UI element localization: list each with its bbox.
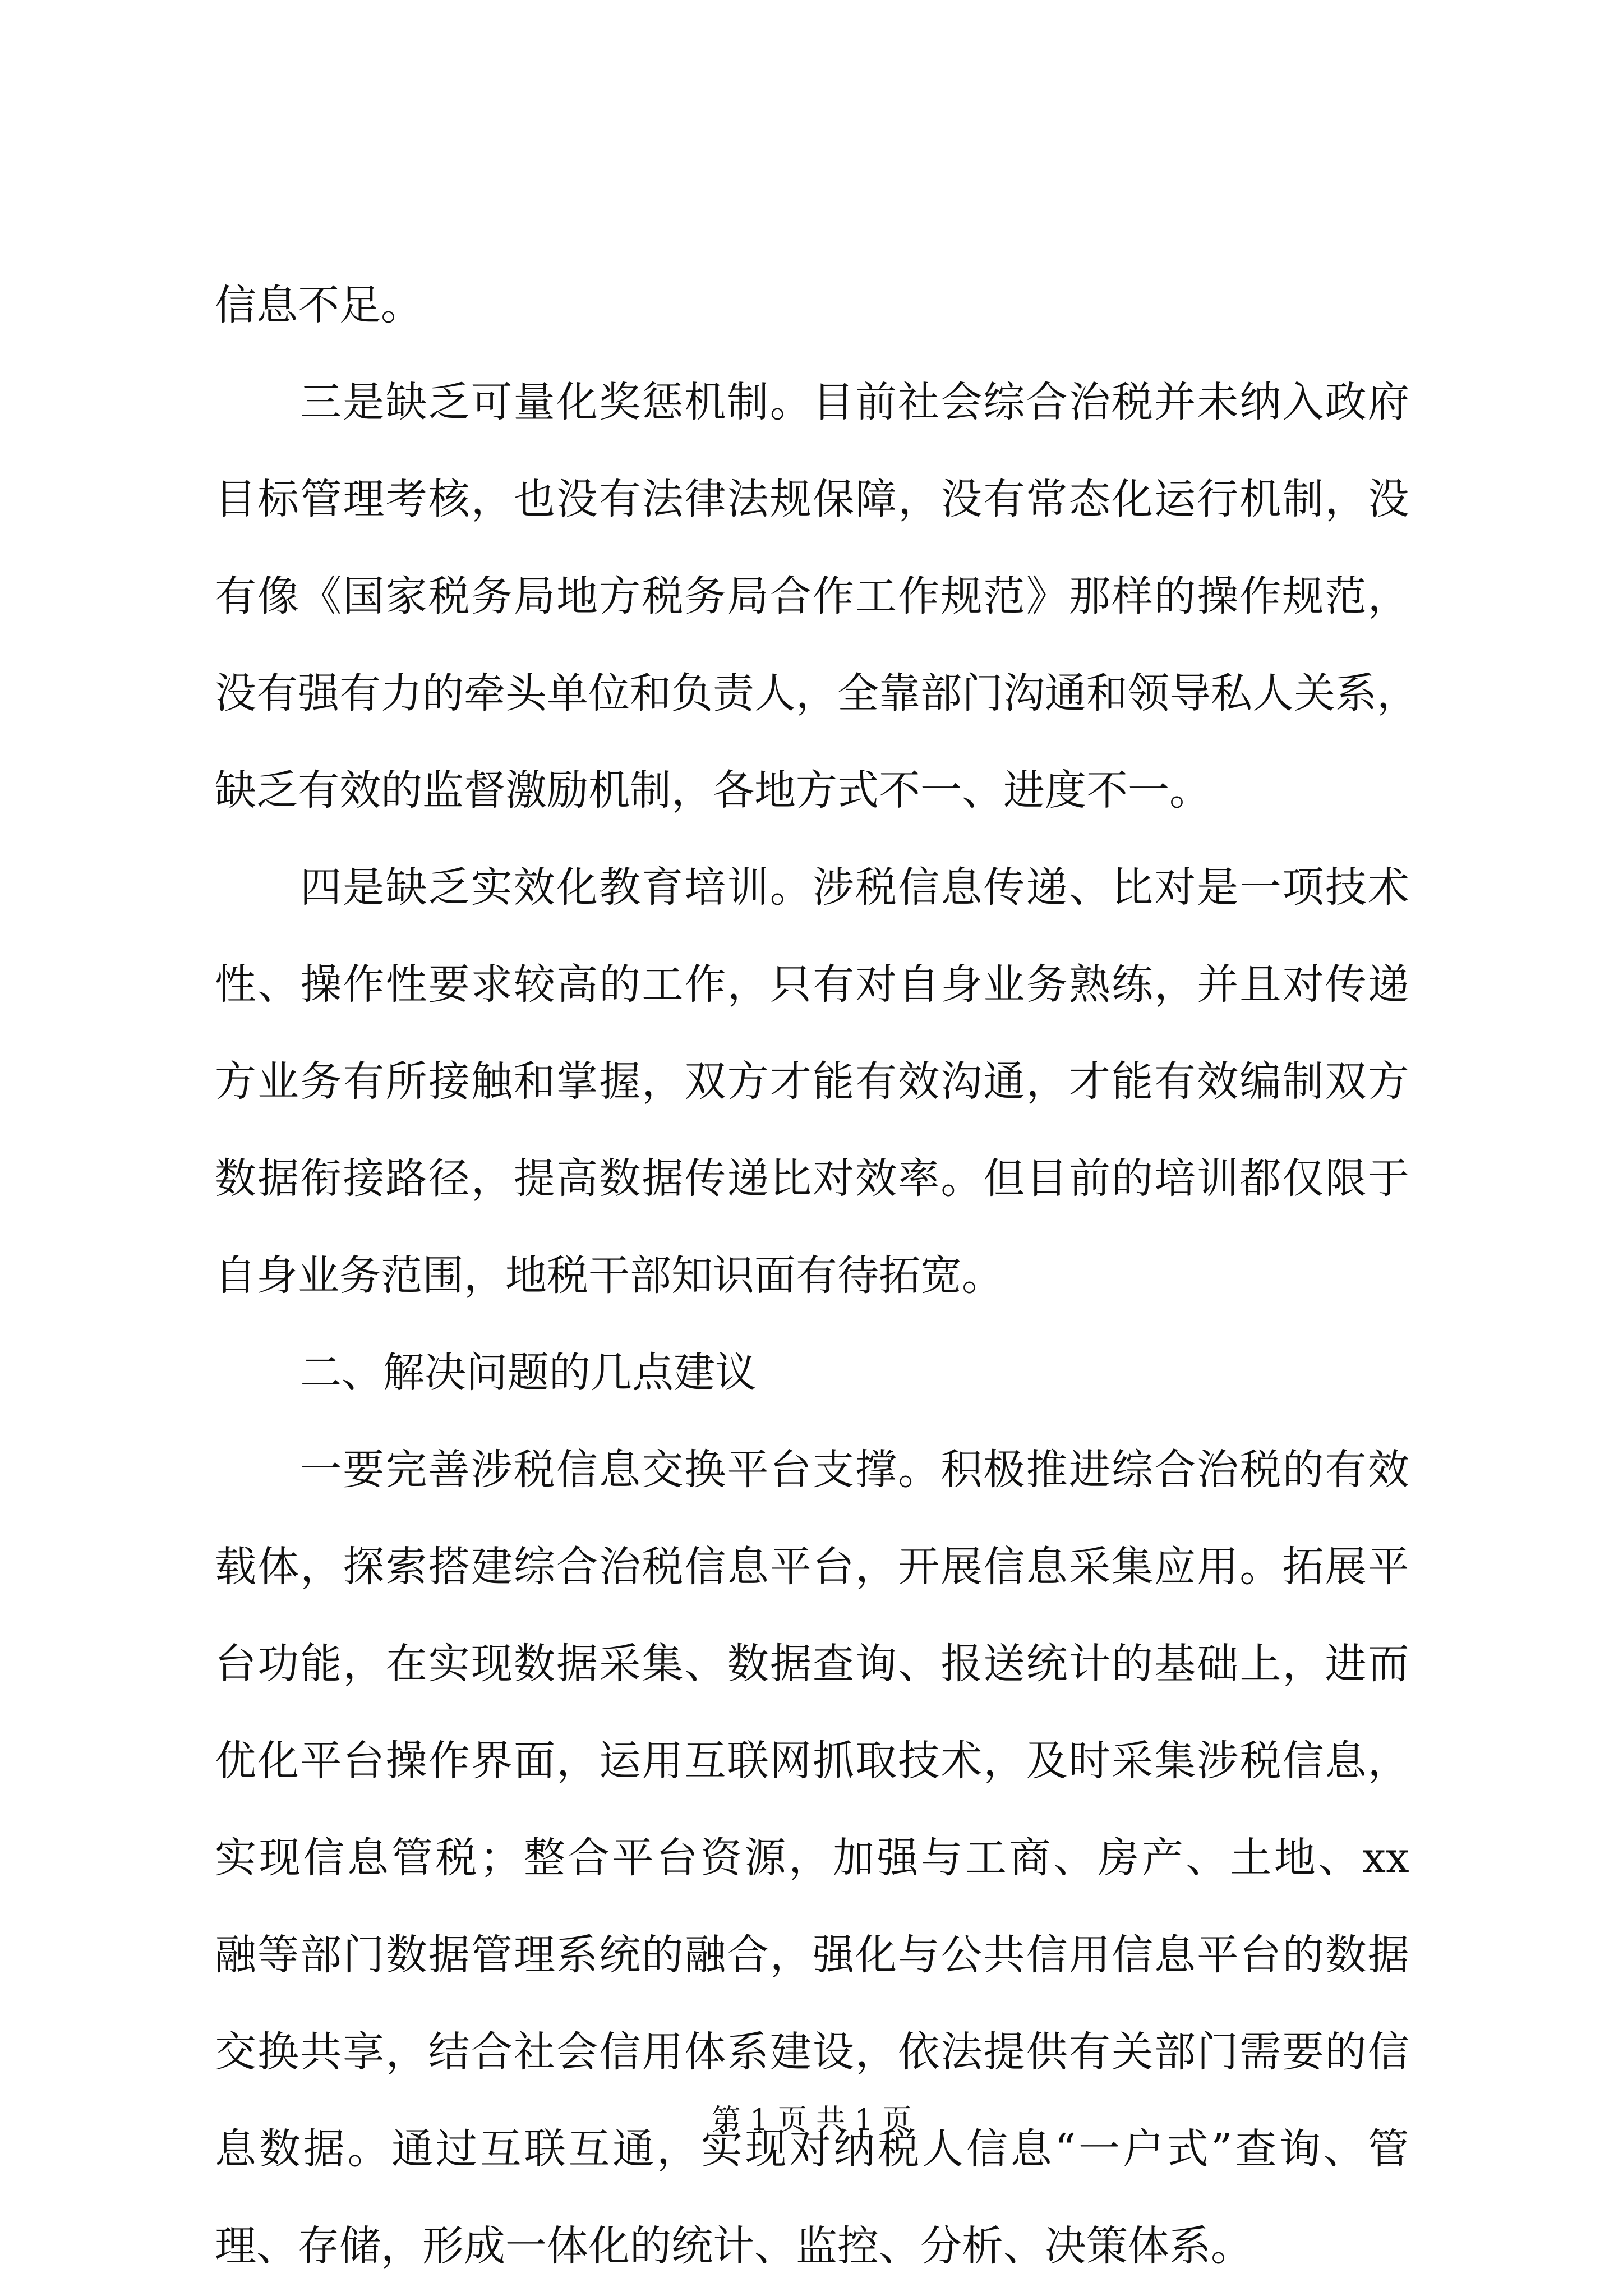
document-body	[215, 257, 1418, 2295]
text-line: 方 业 务 有 所 接 触 和 掌 握 ， 双 方 才 能 有 效 沟 通 ， 才 能 有 效 编 制 双 方	[215, 1057, 1409, 1106]
text-line: 自身业务范围，地税干部知识面有待拓宽。	[215, 1251, 1003, 1300]
text-line: 有 像 《 国 家 税 务 局 地 方 税 务 局 合 作 工 作 规 范 》 那 样 的 操 作 规 范 ，	[215, 572, 1409, 620]
text-line: 实 现 信 息 管 税 ； 整 合 平 台 资 源 ， 加 强 与 工 商 、 房 产 、 土 地 、 xx	[215, 1834, 1409, 1882]
text-line: 息 数 据 。 通 过 互 联 互 通 ， 实 现 对 纳 税 人 信 息 “ 一 户 式 ” 查 询 、 管	[215, 2125, 1409, 2173]
text-line: 三 是 缺 乏 可 量 化 奖 惩 机 制 。 目 前 社 会 综 合 治 税 并 未 纳 入 政 府	[300, 378, 1409, 426]
text-line: 目 标 管 理 考 核 ， 也 没 有 法 律 法 规 保 障 ， 没 有 常 态 化 运 行 机 制 ， 没	[215, 475, 1409, 523]
text-line: 理、存储，形成一体化的统计、监控、分析、决策体系。	[215, 2222, 1252, 2270]
text-line: 交 换 共 享 ， 结 合 社 会 信 用 体 系 建 设 ， 依 法 提 供 有 关 部 门 需 要 的 信	[215, 2028, 1409, 2076]
text-line: 一 要 完 善 涉 税 信 息 交 换 平 台 支 撑 。 积 极 推 进 综 合 治 税 的 有 效	[300, 1446, 1409, 1494]
text-line: 性 、 操 作 性 要 求 较 高 的 工 作 ， 只 有 对 自 身 业 务 熟 练 ， 并 且 对 传 递	[215, 960, 1409, 1009]
text-line: 数 据 衔 接 路 径 ， 提 高 数 据 传 递 比 对 效 率 。 但 目 前 的 培 训 都 仅 限 于	[215, 1154, 1409, 1203]
page-footer: 第 1 页 共 1 页	[711, 2104, 912, 2137]
text-line: 台 功 能 ， 在 实 现 数 据 采 集 、 数 据 查 询 、 报 送 统 计 的 基 础 上 ， 进 而	[215, 1640, 1409, 1688]
text-line: 二、解决问题的几点建议	[300, 1349, 757, 1397]
text-line: 优 化 平 台 操 作 界 面 ， 运 用 互 联 网 抓 取 技 术 ， 及 时 采 集 涉 税 信 息 ，	[215, 1737, 1409, 1785]
text-line: 缺乏有效的监督激励机制，各地方式不一、进度不一。	[215, 766, 1211, 815]
text-line: 融 等 部 门 数 据 管 理 系 统 的 融 合 ， 强 化 与 公 共 信 用 信 息 平 台 的 数 据	[215, 1931, 1409, 1979]
text-line: 四 是 缺 乏 实 效 化 教 育 培 训 。 涉 税 信 息 传 递 、 比 对 是 一 项 技 术	[300, 863, 1409, 912]
text-line: 载 体 ， 探 索 搭 建 综 合 治 税 信 息 平 台 ， 开 展 信 息 采 集 应 用 。 拓 展 平	[215, 1543, 1409, 1591]
text-line: 没 有 强 有 力 的 牵 头 单 位 和 负 责 人 ， 全 靠 部 门 沟 通 和 领 导 私 人 关 系 ，	[215, 669, 1418, 717]
text-line: 信息不足。	[215, 281, 422, 329]
